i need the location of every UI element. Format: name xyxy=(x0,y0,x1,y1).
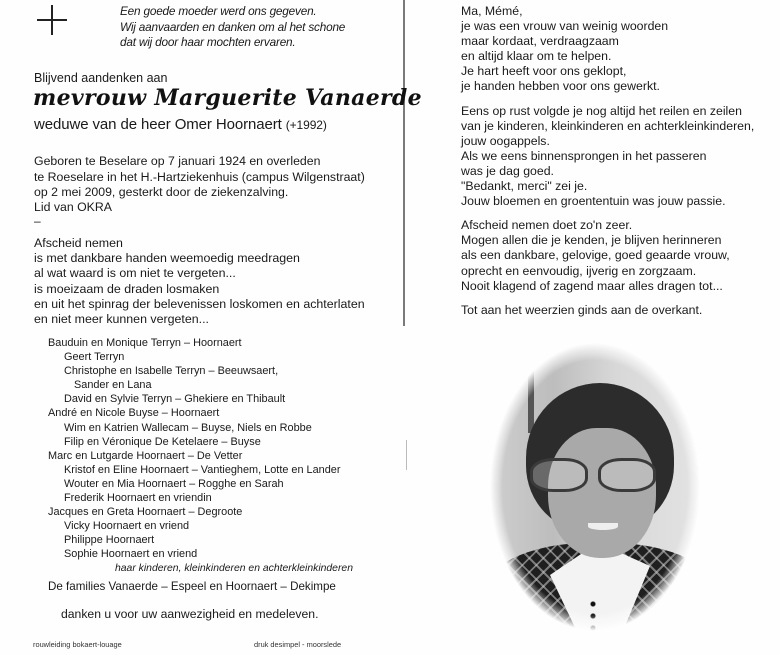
family-member: Bauduin en Monique Terryn – Hoornaert xyxy=(48,337,242,349)
poem-line: was je dag goed. xyxy=(461,163,554,178)
intro-text: Blijvend aandenken aan xyxy=(34,71,168,85)
poem-line: van je kinderen, kleinkinderen en achterkleinkinderen, xyxy=(461,118,755,133)
poem-line: als een dankbare, gelovige, goed geaarde vrouw, xyxy=(461,248,730,263)
portrait-photo xyxy=(490,343,700,631)
poem-line: je handen hebben voor ons gewerkt. xyxy=(461,79,660,94)
poem-stanza xyxy=(461,218,754,293)
poem-line: Afscheid nemen xyxy=(34,236,123,250)
poem-line: Nooit klagend of zagend maar alles dragen tot... xyxy=(461,278,723,293)
family-member: Wim en Katrien Wallecam – Buyse, Niels en Robbe xyxy=(64,421,312,434)
poem-line: oprecht en eenvoudig, ijverig en zorgzaam. xyxy=(461,263,697,278)
family-member: Frederik Hoornaert en vriendin xyxy=(64,492,212,505)
family-member: Sander en Lana xyxy=(74,379,152,392)
family-member: Filip en Véronique De Ketelaere – Buyse xyxy=(64,435,261,448)
widow-of: weduwe van de heer Omer Hoornaert xyxy=(34,116,282,133)
footer-funeral-director: rouwleiding bokaert-louage xyxy=(33,640,122,649)
thanks-line: danken u voor uw aanwezigheid en medeleven. xyxy=(61,607,319,621)
family-member: Kristof en Eline Hoornaert – Vantieghem, Lotte en Lander xyxy=(64,463,341,476)
family-member: André en Nicole Buyse – Hoornaert xyxy=(48,407,220,420)
poem-line: maar kordaat, verdraagzaam xyxy=(461,34,619,49)
poem-line: is met dankbare handen weemoedig meedragen xyxy=(34,251,300,266)
poem-line: en niet meer kunnen vergeten... xyxy=(34,312,209,327)
poem-line: Jouw bloemen en groententuin was jouw passie. xyxy=(461,194,726,209)
face xyxy=(548,428,656,558)
motto-line: Wij aanvaarden en danken om al het schone xyxy=(120,19,346,34)
poem-line: is moeizaam de draden losmaken xyxy=(34,281,220,296)
poem-line: Tot aan het weerzien ginds aan de overkant. xyxy=(461,302,703,317)
poem-line: al wat waard is om niet te vergeten... xyxy=(34,266,236,281)
family-member: Marc en Lutgarde Hoornaert – De Vetter xyxy=(48,449,243,462)
motto-line: Een goede moeder werd ons gegeven. xyxy=(120,4,317,18)
glasses xyxy=(530,458,660,488)
membership: Lid van OKRA xyxy=(34,200,112,214)
separator-dash: – xyxy=(34,214,41,228)
poem-line: Je hart heeft voor ons geklopt, xyxy=(461,64,627,79)
families-line: De families Vanaerde – Espeel en Hoornaert – Dekimpe xyxy=(48,580,336,593)
poem-line: jouw oogappels. xyxy=(461,133,550,148)
family-member: Vicky Hoornaert en vriend xyxy=(64,520,190,533)
cross-icon xyxy=(37,5,67,35)
poem-line: je was een vrouw van weinig woorden xyxy=(461,19,669,34)
family-member: Christophe en Isabelle Terryn – Beeuwsaert, xyxy=(64,365,279,378)
poem-line: "Bedankt, merci" zei je. xyxy=(461,179,588,194)
family-member: Sophie Hoornaert en vriend xyxy=(64,548,198,561)
poem-stanza xyxy=(461,303,754,318)
family-member: David en Sylvie Terryn – Ghekiere en Thibault xyxy=(64,393,286,406)
family-member: Philippe Hoornaert xyxy=(64,534,155,547)
poem-stanza xyxy=(461,4,754,95)
poem-line: Ma, Mémé, xyxy=(461,4,523,18)
fold-divider-lower xyxy=(406,440,407,470)
family-list xyxy=(48,336,353,576)
poem-left xyxy=(34,236,365,327)
poem-line: Mogen allen die je kenden, je blijven herinneren xyxy=(461,233,722,248)
poem-right xyxy=(461,4,754,327)
poem-line: en uit het spinrag der belevenissen loskomen en achterlaten xyxy=(34,296,365,311)
motto xyxy=(120,4,345,51)
poem-line: Als we eens binnensprongen in het passeren xyxy=(461,148,707,163)
widow-year: (+1992) xyxy=(285,118,327,132)
bio-line: op 2 mei 2009, gesterkt door de ziekenzalving. xyxy=(34,185,289,200)
poem-line: en altijd klaar om te helpen. xyxy=(461,49,612,64)
deceased-name: mevrouw Marguerite Vanaerde xyxy=(33,85,422,111)
family-member: Wouter en Mia Hoornaert – Rogghe en Sarah xyxy=(64,477,284,490)
widow-line xyxy=(34,116,327,133)
family-member: Jacques en Greta Hoornaert – Degroote xyxy=(48,506,243,519)
motto-line: dat wij door haar mochten ervaren. xyxy=(120,35,296,49)
family-note: haar kinderen, kleinkinderen en achterkleinkinderen xyxy=(115,562,353,574)
poem-line: Eens op rust volgde je nog altijd het reilen en zeilen xyxy=(461,103,742,118)
bio-line: te Roeselare in het H.-Hartziekenhuis (campus Wilgenstraat) xyxy=(34,169,365,184)
poem-line: Afscheid nemen doet zo'n zeer. xyxy=(461,218,633,233)
fold-divider xyxy=(403,0,405,326)
bio-line: Geboren te Beselare op 7 januari 1924 en overleden xyxy=(34,154,321,168)
biography xyxy=(34,154,365,201)
footer-printer: druk desimpel - moorslede xyxy=(254,640,342,649)
poem-stanza xyxy=(461,104,754,210)
family-member: Geert Terryn xyxy=(64,351,125,364)
